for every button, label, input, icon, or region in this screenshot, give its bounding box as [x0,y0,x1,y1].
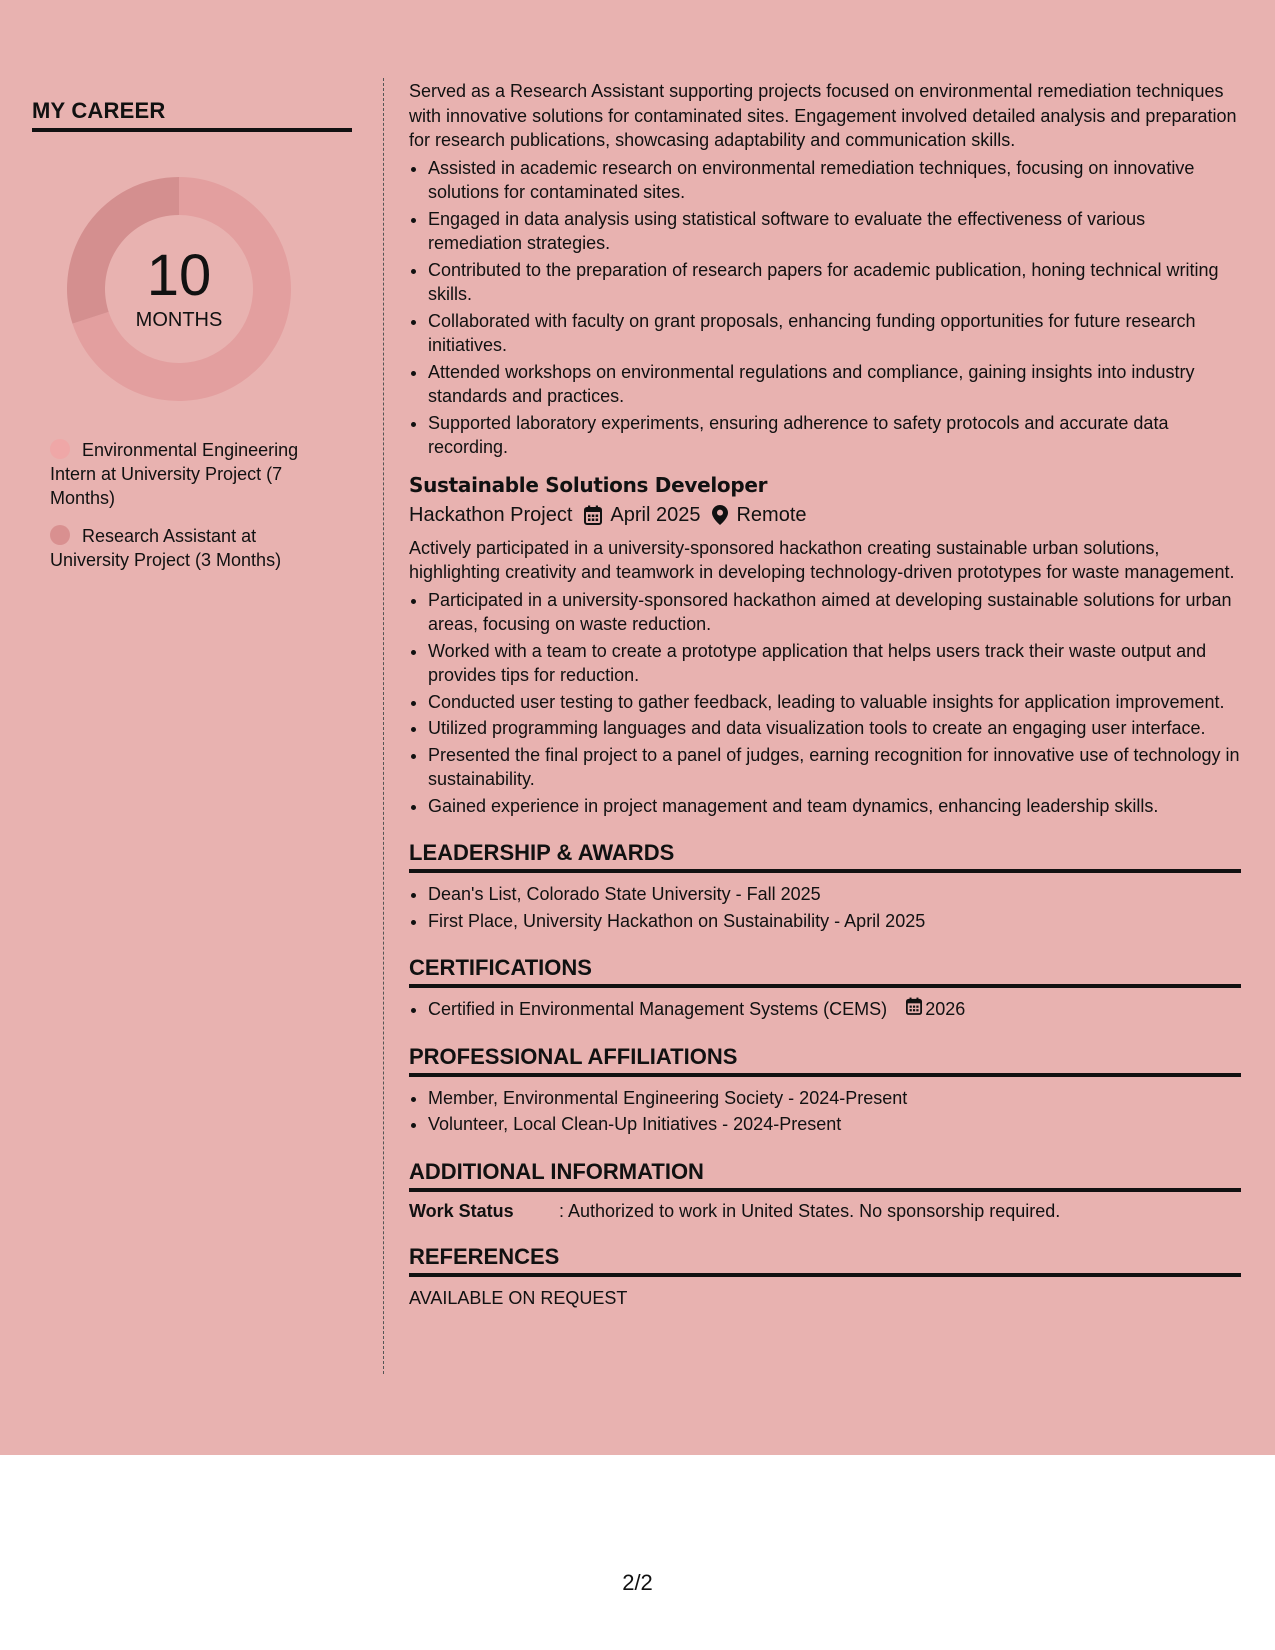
list-item: • Dean's List, Colorado State University - Fall 2025 [428,882,1241,907]
donut-total-value: 10 [146,242,212,308]
leadership-list [409,882,1241,933]
work-status-row [409,1201,1241,1222]
legend-item-research [50,524,320,572]
calendar-icon [584,505,602,525]
list-item: • First Place, University Hackathon on Sustainability - April 2025 [428,909,1241,934]
legend-item-intern [50,438,320,510]
list-item: • Attended workshops on environmental regulations and compliance, gaining insights into industry standards and practices. [428,360,1241,409]
references-heading: REFERENCES [409,1244,1241,1277]
career-legend [50,438,320,572]
job2-date: April 2025 [610,503,701,526]
list-item: • Member, Environmental Engineering Society - 2024-Present [428,1086,1241,1111]
career-heading: MY CAREER [32,98,352,132]
list-item: • Worked with a team to create a prototype application that helps users track their waste output and provides tips for reduction. [428,639,1241,688]
certifications-list [409,997,1241,1022]
list-item: • Gained experience in project management and team dynamics, enhancing leadership skills. [428,794,1241,819]
donut-center [66,176,292,402]
references-text: AVAILABLE ON REQUEST [409,1287,628,1308]
affiliations-list [409,1086,1241,1137]
legend-dot-icon [50,439,70,459]
donut-total-unit: MONTHS [135,308,223,331]
sidebar [32,98,352,586]
job1-bullets [409,156,1241,460]
page-number: 2/2 [622,1570,653,1595]
legend-label: Research Assistant at University Project (3 Months) [50,526,282,570]
cert-date [906,997,965,1022]
list-item: • Assisted in academic research on environmental remediation techniques, focusing on innovative solutions for contaminated sites. [428,156,1241,205]
work-status-label: Work Status [409,1200,514,1221]
job1-summary: Served as a Research Assistant supporting projects focused on environmental remediation techniques with innovative solutions for contaminated sites. Engagement involved detailed analysis and preparation for research publications, showcasing adaptability and communication skills. [409,81,1237,150]
column-divider [383,78,384,1374]
affiliations-heading: PROFESSIONAL AFFILIATIONS [409,1044,1241,1077]
list-item: • Engaged in data analysis using statistical software to evaluate the effectiveness of various remediation strategies. [428,207,1241,256]
list-item: • Supported laboratory experiments, ensuring adherence to safety protocols and accurate data recording. [428,411,1241,460]
additional-info-heading: ADDITIONAL INFORMATION [409,1159,1241,1192]
job2-meta [409,504,1241,527]
list-item: • Participated in a university-sponsored hackathon aimed at developing sustainable solutions for urban areas, focusing on waste reduction. [428,588,1241,637]
leadership-heading: LEADERSHIP & AWARDS [409,840,1241,873]
job2-bullets [409,588,1241,819]
job2-location: Remote [736,503,807,526]
list-item: • Contributed to the preparation of research papers for academic publication, honing technical writing skills. [428,258,1241,307]
list-item [428,997,1241,1022]
career-donut-chart [66,176,292,402]
job2-company: Hackathon Project [409,503,573,526]
job2-summary: Actively participated in a university-sponsored hackathon creating sustainable urban solutions, highlighting creativity and teamwork in developing technology-driven prototypes for waste management. [409,537,1235,582]
work-status-value: : Authorized to work in United States. No sponsorship required. [559,1200,1061,1221]
job2-title: Sustainable Solutions Developer [409,472,768,497]
main-content [409,79,1241,1309]
cert-year: 2026 [925,999,966,1019]
list-item: • Volunteer, Local Clean-Up Initiatives - 2024-Present [428,1112,1241,1137]
certifications-heading: CERTIFICATIONS [409,955,1241,988]
legend-label: Environmental Engineering Intern at University Project (7 Months) [50,440,299,508]
cert-name: Certified in Environmental Management Systems (CEMS) [428,999,888,1019]
list-item: • Collaborated with faculty on grant proposals, enhancing funding opportunities for future research initiatives. [428,309,1241,358]
list-item: • Presented the final project to a panel of judges, earning recognition for innovative use of technology in sustainability. [428,743,1241,792]
location-pin-icon [712,505,728,525]
list-item: • Conducted user testing to gather feedback, leading to valuable insights for application improvement. [428,690,1241,715]
legend-dot-icon [50,525,70,545]
list-item: • Utilized programming languages and data visualization tools to create an engaging user interface. [428,716,1241,741]
calendar-icon [906,997,925,1022]
